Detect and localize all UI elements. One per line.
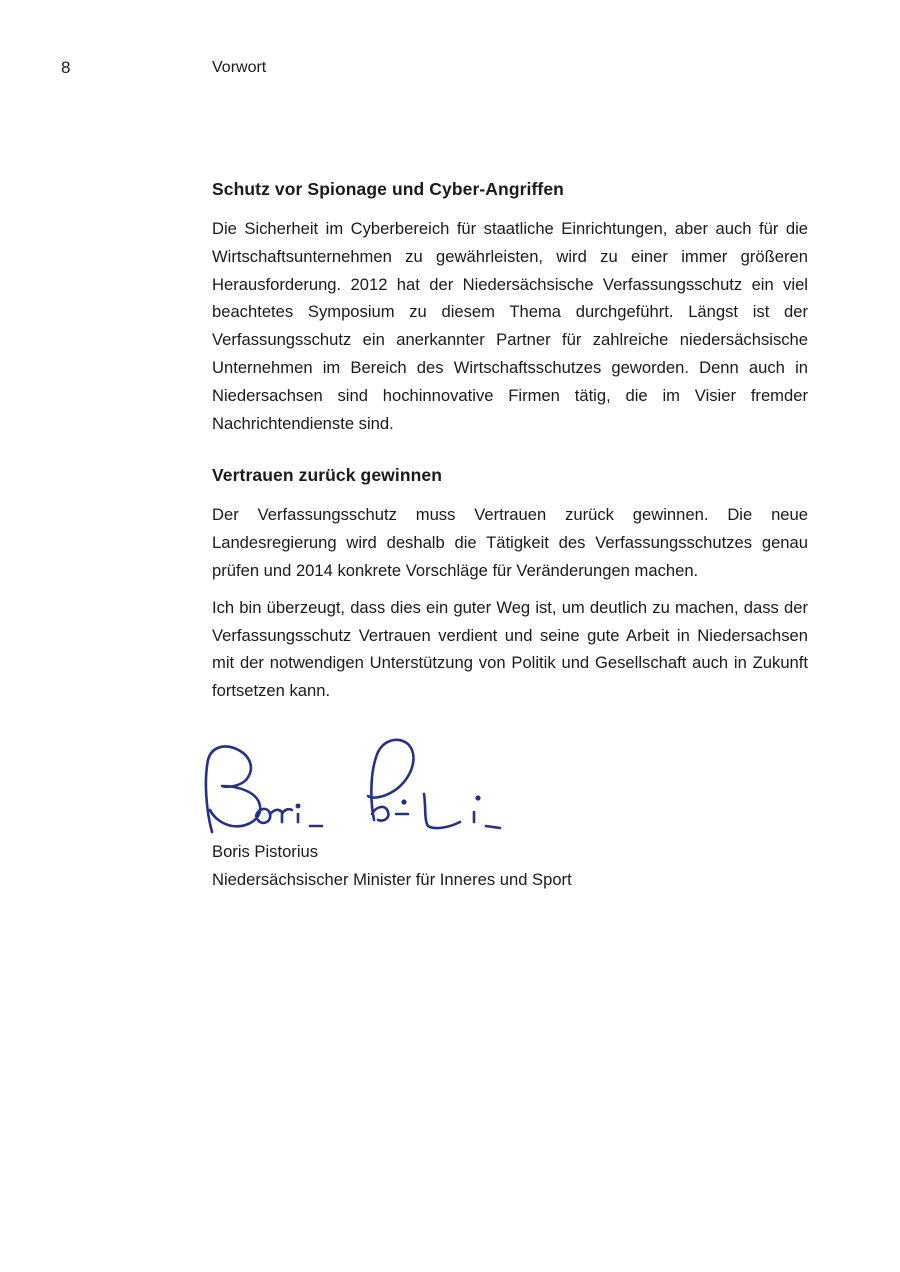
page-number: 8	[61, 58, 71, 77]
section-spacer	[212, 437, 808, 462]
section-heading: Vertrauen zurück gewinnen	[212, 465, 443, 486]
paragraph: Der Verfassungsschutz muss Vertrauen zurück gewinnen. Die neue Landesregierung wird deshalb die Tätigkeit des Verfassungsschutzes genau prüfen und 2014 konkrete Vorschläge für Veränderungen machen.	[212, 505, 808, 580]
section-cyber	[212, 176, 808, 437]
paragraph: Ich bin überzeugt, dass dies ein guter Weg ist, um deutlich zu machen, dass der Verfassungsschutz Vertrauen verdient und seine gute Arbeit in Niedersachsen mit der notwendigen Unterstützung von Politik und Gesellschaft auch in Zukunft fortsetzen kann.	[212, 597, 808, 701]
section-vertrauen	[212, 462, 808, 705]
running-head: Vorwort	[212, 59, 267, 76]
signature-block	[212, 838, 712, 894]
section-heading: Schutz vor Spionage und Cyber-Angriffen	[212, 179, 564, 199]
main-content	[212, 176, 808, 705]
handwritten-signature	[198, 730, 558, 840]
signatory-name: Boris Pistorius	[212, 842, 319, 861]
signatory-title: Niedersächsischer Minister für Inneres und Sport	[212, 870, 572, 889]
paragraph: Die Sicherheit im Cyberbereich für staatliche Einrichtungen, aber auch für die Wirtschaftsunternehmen zu gewährleisten, wird zu einer immer größeren Herausforderung. 2012 hat der Niedersächsische Verfassungsschutz ein viel beachtetes Symposium zu diesem Thema durchgeführt. Längst ist der Verfassungsschutz ein anerkannter Partner für zahlreiche niedersächsische Unternehmen im Bereich des Wirtschaftsschutzes geworden. Denn auch in Niedersachsen sind hochinnovative Firmen tätig, die im Visier fremder Nachrichtendienste sind.	[212, 219, 808, 433]
